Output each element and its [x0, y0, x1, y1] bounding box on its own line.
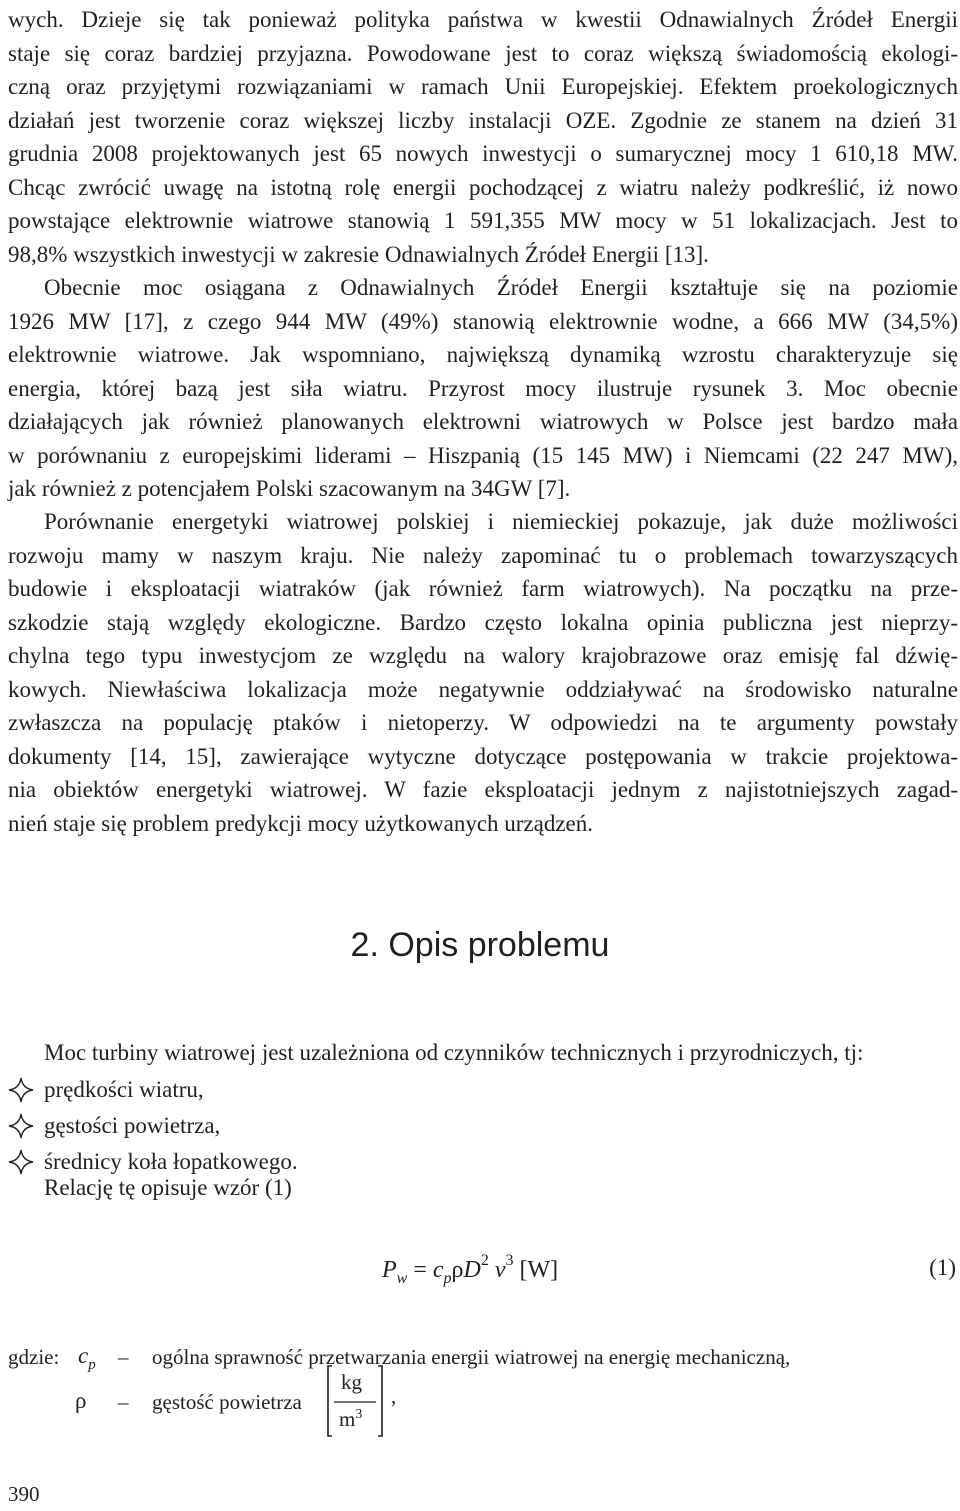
section-heading: 2. Opis problemu	[350, 926, 610, 964]
unit-denominator-exponent: 3	[355, 1407, 363, 1422]
text-line: grudnia 2008 projektowanych jest 65 nowych inwestycji o sumarycznej mocy 1 610,18 MW.	[8, 141, 958, 166]
four-point-star-icon	[8, 1149, 34, 1175]
symbol-c: c	[78, 1343, 89, 1368]
unit-denominator-base: m	[339, 1407, 356, 1431]
text-line: w porównaniu z europejskimi liderami – Hiszpanią (15 145 MW) i Niemcami (22 247 MW),	[8, 442, 958, 468]
paragraph-2	[8, 271, 958, 506]
formula-symbol-rho: ρ	[451, 1257, 464, 1283]
unit-numerator: kg	[341, 1370, 362, 1394]
text-line: działających jak również planowanych elektrowni wiatrowych w Polsce jest bardzo mała	[8, 409, 958, 434]
unit-denominator	[339, 1407, 362, 1432]
text-line: elektrownie wiatrowe. Jak wspomniano, największą dynamiką wzrostu charakteryzuje się	[8, 342, 958, 367]
text-line: działań jest tworzenie coraz większej liczby instalacji OZE. Zgodnie ze stanem na dzień 31	[8, 107, 958, 133]
list-item	[8, 1072, 298, 1108]
four-point-star-icon	[8, 1077, 34, 1103]
paragraph-1	[8, 3, 958, 271]
four-point-star-icon	[8, 1113, 34, 1139]
text-line: Porównanie energetyki wiatrowej polskiej i niemieckiej pokazuje, jak duże możliwości	[44, 509, 958, 534]
text-line: czną oraz przyjętymi rozwiązaniami w ramach Unii Europejskiej. Efektem proekologicznych	[8, 74, 958, 99]
formula-exponent-3: 3	[505, 1252, 514, 1269]
text-line: szkodzie stają względy ekologiczne. Bardzo często lokalna opinia publiczna jest nieprzy-	[8, 609, 958, 635]
text-line: rozwoju mamy w naszym kraju. Nie należy zapominać tu o problemach towarzyszących	[8, 542, 958, 568]
list-item-text: prędkości wiatru,	[44, 1077, 204, 1102]
text-line: budowie i eksploatacji wiatraków (jak również farm wiatrowych). Na początku na prze-	[8, 576, 958, 601]
formula-symbol-c: c	[432, 1257, 444, 1283]
text-line: 1926 MW [17], z czego 944 MW (49%) stanowią elektrownie wodne, a 666 MW (34,5%)	[8, 308, 958, 334]
symbol-sub-p: p	[88, 1357, 96, 1373]
definition-dash: –	[118, 1390, 129, 1414]
paragraph-3	[8, 505, 958, 840]
formula-symbol-d: D	[463, 1257, 481, 1283]
formula-subscript-p: p	[443, 1270, 452, 1287]
text-line: energia, której bazą jest siła wiatru. Przyrost mocy ilustruje rysunek 3. Moc obecnie	[8, 375, 958, 401]
text-line: jak również z potencjałem Polski szacowanym na 34GW [7].	[8, 476, 571, 501]
formula-symbol-v: v	[494, 1257, 506, 1283]
text-line: chylna tego typu inwestycjom ze względu na walory krajobrazowe oraz emisję fal dźwię-	[8, 643, 958, 668]
where-label: gdzie:	[8, 1345, 60, 1369]
text-line: 98,8% wszystkich inwestycji w zakresie Odnawialnych Źródeł Energii [13].	[8, 241, 709, 267]
formula-symbol-p: P	[382, 1257, 397, 1283]
text-line: Chcąc zwrócić uwagę na istotną rolę energii pochodzącej z wiatru należy podkreślić, iż nowo	[8, 174, 958, 200]
formula-unit: [W]	[519, 1257, 559, 1283]
list-item-text: gęstości powietrza,	[44, 1113, 221, 1138]
definition-symbol-cp	[78, 1343, 96, 1374]
unit-trailing-comma: ,	[391, 1384, 397, 1408]
density-unit	[323, 1362, 403, 1440]
factor-list	[8, 1072, 298, 1180]
text-line: nień staje się problem predykcji mocy użytkowanych urządzeń.	[8, 810, 594, 836]
list-item	[8, 1108, 298, 1144]
intro-sentence: Moc turbiny wiatrowej jest uzależniona od czynników technicznych i przyrodniczych, tj:	[44, 1040, 864, 1065]
equation-number: (1)	[929, 1255, 956, 1280]
text-line: powstające elektrownie wiatrowe stanowią 1 591,355 MW mocy w 51 lokalizacjach. Jest to	[8, 208, 958, 233]
text-line: Obecnie moc osiągana z Odnawialnych Źródeł Energii kształtuje się na poziomie	[44, 275, 958, 300]
text-line: staje się coraz bardziej przyjazna. Powodowane jest to coraz większą świadomością ekologi-	[8, 40, 958, 66]
text-line: zwłaszcza na populację ptaków i nietoperzy. W odpowiedzi na te argumenty powstały	[8, 710, 958, 735]
page-number: 390	[8, 1482, 40, 1506]
relation-sentence: Relację tę opisuje wzór (1)	[44, 1175, 292, 1200]
formula-subscript-w: w	[396, 1270, 408, 1287]
power-formula	[382, 1252, 558, 1288]
text-line: wych. Dzieje się tak ponieważ polityka państwa w kwestii Odnawialnych Źródeł Energii	[8, 7, 958, 32]
formula-equals: =	[413, 1257, 427, 1283]
definition-rho-description: gęstość powietrza	[152, 1390, 302, 1414]
formula-exponent-2: 2	[480, 1252, 489, 1269]
definition-symbol-rho: ρ	[75, 1388, 87, 1413]
definition-cp-description: ogólna sprawność przetwarzania energii wiatrowej na energię mechaniczną,	[152, 1345, 791, 1369]
definition-dash: –	[118, 1345, 129, 1369]
text-line: nia obiektów energetyki wiatrowej. W fazie eksploatacji jednym z najistotniejszych zagad-	[8, 777, 958, 802]
text-line: dokumenty [14, 15], zawierające wytyczne dotyczące postępowania w trakcie projektowa-	[8, 743, 958, 769]
list-item-text: średnicy koła łopatkowego.	[44, 1149, 298, 1174]
text-line: kowych. Niewłaściwa lokalizacja może negatywnie oddziaływać na środowisko naturalne	[8, 676, 958, 702]
